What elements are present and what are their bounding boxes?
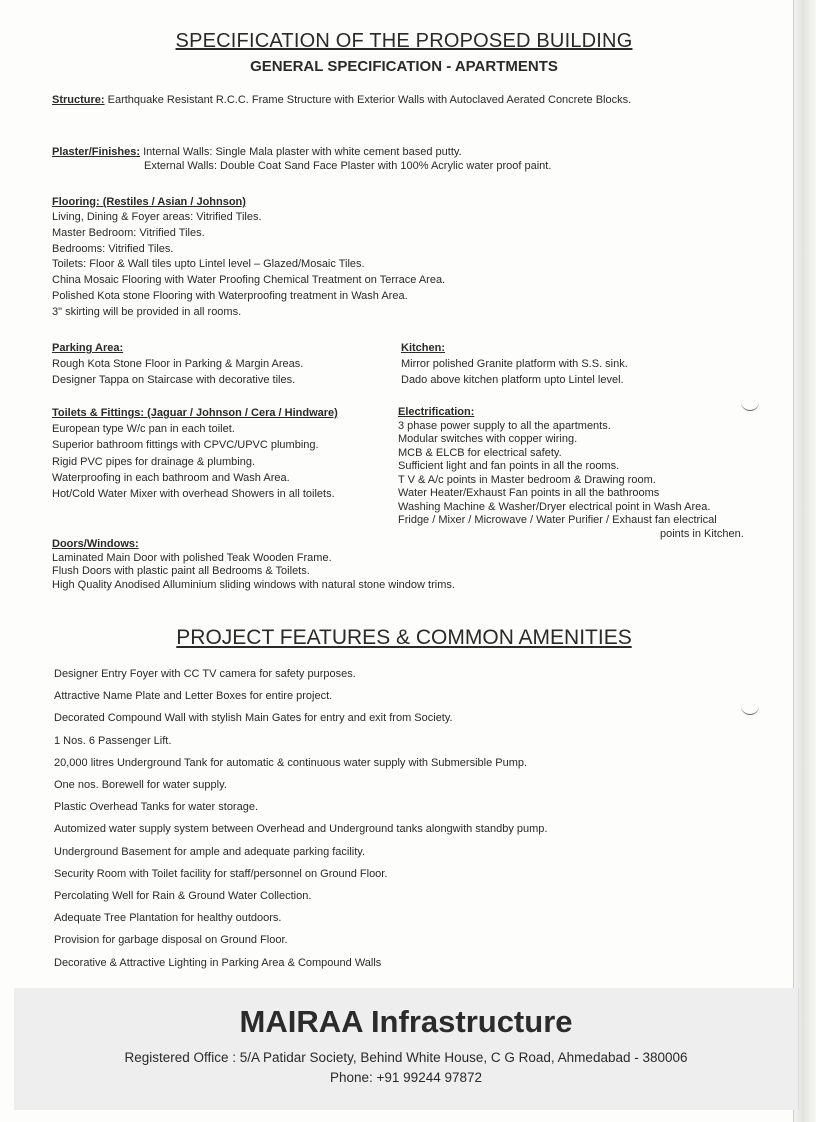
list-item: Superior bathroom fittings with CPVC/UPVC plumbing.: [52, 439, 319, 452]
list-item: Waterproofing in each bathroom and Wash Area.: [52, 471, 290, 484]
registered-office: Registered Office : 5/A Patidar Society, Behind White House, C G Road, Ahmedabad - 380006: [124, 1050, 688, 1065]
list-item: Sufficient light and fan points in all the rooms.: [398, 460, 620, 472]
amenity-item: Adequate Tree Plantation for healthy outdoors.: [54, 912, 282, 924]
amenity-item: Security Room with Toilet facility for staff/personnel on Ground Floor.: [54, 868, 388, 880]
list-item: High Quality Anodised Alluminium sliding windows with natural stone window trims.: [52, 578, 455, 591]
document-subtitle: GENERAL SPECIFICATION - APARTMENTS: [250, 58, 558, 75]
company-name: MAIRAA Infrastructure: [239, 1004, 573, 1039]
amenity-item: Provision for garbage disposal on Ground Floor.: [54, 934, 288, 946]
structure-label: Structure:: [52, 94, 105, 106]
doors-heading: Doors/Windows:: [52, 538, 139, 550]
amenity-item: 1 Nos. 6 Passenger Lift.: [54, 735, 172, 747]
punch-hole-mark: [741, 706, 759, 715]
list-item: Mirror polished Granite platform with S.S. sink.: [401, 358, 628, 370]
amenities-heading: PROJECT FEATURES & COMMON AMENITIES: [176, 626, 632, 649]
parking-section: [52, 341, 303, 388]
list-item: points in Kitchen.: [660, 527, 744, 540]
list-item: Flush Doors with plastic paint all Bedrooms & Toilets.: [52, 565, 310, 577]
flooring-section: [52, 195, 445, 321]
amenity-item: Automized water supply system between Overhead and Underground tanks alongwith standby pump.: [54, 823, 548, 835]
electrification-section: [398, 406, 744, 541]
plaster-external: External Walls: Double Coat Sand Face Plaster with 100% Acrylic water proof paint.: [144, 160, 552, 172]
list-item: T V & A/c points in Master bedroom & Drawing room.: [398, 473, 656, 486]
phone-number: Phone: +91 99244 97872: [329, 1070, 483, 1085]
plaster-internal: Internal Walls: Single Mala plaster with white cement based putty.: [140, 146, 462, 158]
list-item: Hot/Cold Water Mixer with overhead Showers in all toilets.: [52, 488, 335, 501]
list-item: China Mosaic Flooring with Water Proofing Chemical Treatment on Terrace Area.: [52, 274, 446, 287]
toilets-heading: Toilets & Fittings: (Jaguar / Johnson / Cera / Hindware): [52, 407, 338, 419]
amenity-item: Attractive Name Plate and Letter Boxes for entire project.: [54, 690, 333, 702]
list-item: European type W/c pan in each toilet.: [52, 423, 235, 435]
list-item: Rough Kota Stone Floor in Parking & Margin Areas.: [52, 358, 304, 370]
amenity-item: 20,000 litres Underground Tank for automatic & continuous water supply with Submersible Pump.: [54, 757, 528, 769]
flooring-heading: Flooring: (Restiles / Asian / Johnson): [52, 196, 246, 208]
list-item: Rigid PVC pipes for drainage & plumbing.: [52, 455, 256, 468]
list-item: Designer Tappa on Staircase with decorative tiles.: [52, 374, 296, 386]
amenity-item: Decorated Compound Wall with stylish Main Gates for entry and exit from Society.: [54, 712, 453, 724]
amenity-item: Decorative & Attractive Lighting in Parking Area & Compound Walls: [54, 957, 382, 969]
list-item: Washing Machine & Washer/Dryer electrical point in Wash Area.: [398, 500, 711, 513]
list-item: Polished Kota stone Flooring with Waterproofing treatment in Wash Area.: [52, 289, 408, 302]
amenity-item: Underground Basement for ample and adequate parking facility.: [54, 846, 366, 858]
amenity-item: One nos. Borewell for water supply.: [54, 779, 227, 791]
amenity-item: Plastic Overhead Tanks for water storage.: [54, 801, 259, 813]
toilets-section: [52, 406, 338, 502]
list-item: Dado above kitchen platform upto Lintel level.: [401, 374, 624, 386]
footer-band: [14, 988, 799, 1110]
electrification-heading: Electrification:: [398, 406, 475, 418]
list-item: Fridge / Mixer / Microwave / Water Purifier / Exhaust fan electrical: [398, 514, 717, 526]
list-item: Master Bedroom: Vitrified Tiles.: [52, 226, 205, 239]
kitchen-heading: Kitchen:: [401, 342, 445, 354]
plaster-internal-line: [52, 146, 462, 159]
list-item: Toilets: Floor & Wall tiles upto Lintel level – Glazed/Mosaic Tiles.: [52, 258, 365, 271]
list-item: Water Heater/Exhaust Fan points in all the bathrooms: [398, 487, 660, 499]
kitchen-section: [401, 341, 628, 388]
structure-line: [52, 94, 631, 107]
amenity-item: Designer Entry Foyer with CC TV camera for safety purposes.: [54, 668, 356, 680]
list-item: Laminated Main Door with polished Teak Wooden Frame.: [52, 551, 332, 564]
list-item: 3 phase power supply to all the apartments.: [398, 419, 611, 432]
list-item: Bedrooms: Vitrified Tiles.: [52, 242, 174, 255]
list-item: 3" skirting will be provided in all rooms.: [52, 305, 242, 318]
amenity-item: Percolating Well for Rain & Ground Water Collection.: [54, 890, 312, 902]
document-title: SPECIFICATION OF THE PROPOSED BUILDING: [175, 30, 633, 52]
list-item: MCB & ELCB for electrical safety.: [398, 446, 562, 459]
doors-section: [52, 538, 455, 592]
list-item: Living, Dining & Foyer areas: Vitrified Tiles.: [52, 211, 262, 223]
structure-text: Earthquake Resistant R.C.C. Frame Structure with Exterior Walls with Autoclaved Aerated Concrete Blocks.: [104, 94, 632, 106]
list-item: Modular switches with copper wiring.: [398, 433, 578, 445]
page-edge: [793, 0, 816, 1122]
parking-heading: Parking Area:: [52, 342, 124, 354]
plaster-label: Plaster/Finishes:: [52, 146, 141, 158]
